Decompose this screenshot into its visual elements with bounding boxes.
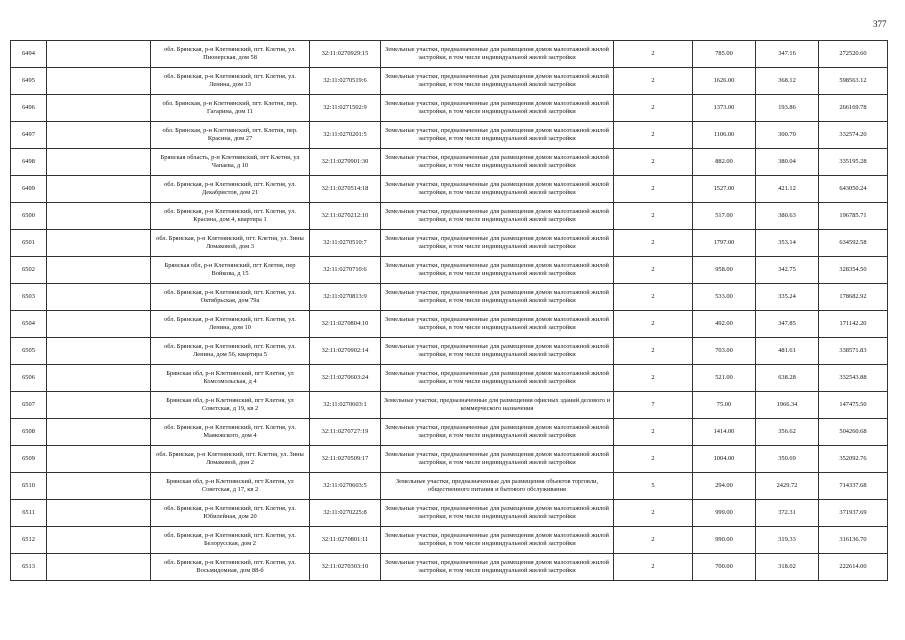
- cell-empty: [47, 41, 151, 68]
- cell-address: Брянская обл, р-н Клетнянский, пгт Клетня, пер Войкова, д 15: [151, 257, 310, 284]
- cell-cadastral-number: 32:11:0270813:9: [310, 284, 381, 311]
- cell-empty: [47, 68, 151, 95]
- cell-row-number: 6513: [11, 554, 47, 581]
- cell-empty: [47, 149, 151, 176]
- cell-empty: [47, 500, 151, 527]
- cell-area: 990.00: [693, 527, 756, 554]
- cell-cadastral-number: 32:11:0270509:17: [310, 446, 381, 473]
- cell-cadastral-value: 504260.68: [819, 419, 888, 446]
- cell-cadastral-value: 598563.12: [819, 68, 888, 95]
- cadastral-value-table: [10, 40, 888, 581]
- cell-group: 2: [614, 41, 693, 68]
- table-row: [11, 446, 888, 473]
- cell-group: 2: [614, 203, 693, 230]
- cell-land-use: Земельные участки, предназначенные для размещения домов малоэтажной жилой застройки, в том числе индивидуальной жилой застройки: [381, 176, 614, 203]
- table-row: [11, 392, 888, 419]
- cell-land-use: Земельные участки, предназначенные для размещения домов малоэтажной жилой застройки, в том числе индивидуальной жилой застройки: [381, 68, 614, 95]
- table-row: [11, 68, 888, 95]
- cell-empty: [47, 284, 151, 311]
- cell-address: обл. Брянская, р-н Клетнянский, пгт. Клетня, ул. Ленина, дом 56, квартира 5: [151, 338, 310, 365]
- cell-cadastral-value: 714337.68: [819, 473, 888, 500]
- table-row: [11, 338, 888, 365]
- cell-empty: [47, 257, 151, 284]
- cell-cadastral-value: 316136.70: [819, 527, 888, 554]
- cell-row-number: 6494: [11, 41, 47, 68]
- cell-land-use: Земельные участки, предназначенные для размещения домов малоэтажной жилой застройки, в том числе индивидуальной жилой застройки: [381, 500, 614, 527]
- cell-cadastral-number: 32:11:0270710:6: [310, 257, 381, 284]
- cell-cadastral-number: 32:11:0270727:19: [310, 419, 381, 446]
- cell-empty: [47, 176, 151, 203]
- cell-area: 703.00: [693, 338, 756, 365]
- cell-cadastral-value: 178682.92: [819, 284, 888, 311]
- cell-empty: [47, 419, 151, 446]
- cell-cadastral-value: 272520.60: [819, 41, 888, 68]
- cell-row-number: 6511: [11, 500, 47, 527]
- cell-address: обл. Брянская, р-н Клетнянский, пгт. Клетня, ул. Зины Ломаковой, дом 3: [151, 230, 310, 257]
- cell-address: Брянская обл, р-н Клетнянский, пгт Клетня, ул Советская, д 17, кв 2: [151, 473, 310, 500]
- cell-empty: [47, 338, 151, 365]
- cell-specific-value: 356.62: [756, 419, 819, 446]
- cell-row-number: 6510: [11, 473, 47, 500]
- cell-area: 999.00: [693, 500, 756, 527]
- cell-group: 2: [614, 527, 693, 554]
- cell-specific-value: 2429.72: [756, 473, 819, 500]
- cell-group: 2: [614, 311, 693, 338]
- cell-area: 533.00: [693, 284, 756, 311]
- table-body: [11, 41, 888, 581]
- cell-address: обл. Брянская, р-н Клетнянский, пгт. Клетня, ул. Декабристов, дом 21: [151, 176, 310, 203]
- cell-empty: [47, 446, 151, 473]
- cell-row-number: 6495: [11, 68, 47, 95]
- cell-address: обл. Брянская, р-н Клетнянский, пгт. Клетня, ул. Красина, дом 4, квартира 1: [151, 203, 310, 230]
- cell-land-use: Земельные участки, предназначенные для размещения домов малоэтажной жилой застройки, в том числе индивидуальной жилой застройки: [381, 419, 614, 446]
- table-row: [11, 149, 888, 176]
- cell-land-use: Земельные участки, предназначенные для размещения домов малоэтажной жилой застройки, в том числе индивидуальной жилой застройки: [381, 365, 614, 392]
- cell-area: 1527.00: [693, 176, 756, 203]
- cell-empty: [47, 230, 151, 257]
- cell-land-use: Земельные участки, предназначенные для размещения домов малоэтажной жилой застройки, в том числе индивидуальной жилой застройки: [381, 95, 614, 122]
- cell-cadastral-value: 328354.50: [819, 257, 888, 284]
- cell-land-use: Земельные участки, предназначенные для размещения домов малоэтажной жилой застройки, в том числе индивидуальной жилой застройки: [381, 311, 614, 338]
- cell-cadastral-number: 32:11:0270212:10: [310, 203, 381, 230]
- table-row: [11, 311, 888, 338]
- cell-area: 1106.00: [693, 122, 756, 149]
- cell-land-use: Земельные участки, предназначенные для размещения домов малоэтажной жилой застройки, в том числе индивидуальной жилой застройки: [381, 203, 614, 230]
- cell-area: 521.00: [693, 365, 756, 392]
- cell-row-number: 6498: [11, 149, 47, 176]
- cell-cadastral-value: 332543.88: [819, 365, 888, 392]
- cell-empty: [47, 311, 151, 338]
- cell-address: обл. Брянская, р-н Клетнянский, пгт. Клетня, ул. Ленина, дом 13: [151, 68, 310, 95]
- cell-area: 492.00: [693, 311, 756, 338]
- cell-area: 785.00: [693, 41, 756, 68]
- cell-cadastral-number: 32:11:0270901:30: [310, 149, 381, 176]
- cell-area: 294.00: [693, 473, 756, 500]
- cell-land-use: Земельные участки, предназначенные для размещения домов малоэтажной жилой застройки, в том числе индивидуальной жилой застройки: [381, 257, 614, 284]
- cell-area: 75.00: [693, 392, 756, 419]
- cell-address: Брянская обл, р-н Клетнянский, пгт Клетня, ул Комсомольская, д 4: [151, 365, 310, 392]
- cell-group: 2: [614, 230, 693, 257]
- cell-empty: [47, 473, 151, 500]
- cell-cadastral-number: 32:11:0271502:9: [310, 95, 381, 122]
- cell-cadastral-number: 32:11:0270201:5: [310, 122, 381, 149]
- cell-row-number: 6497: [11, 122, 47, 149]
- cell-area: 700.00: [693, 554, 756, 581]
- cell-land-use: Земельные участки, предназначенные для размещения домов малоэтажной жилой застройки, в том числе индивидуальной жилой застройки: [381, 554, 614, 581]
- cell-address: Брянская область, р-н Клетнянский, пгт Клетня, ул Чапаева, д 10: [151, 149, 310, 176]
- cell-cadastral-value: 222614.00: [819, 554, 888, 581]
- page-number: 377: [873, 19, 887, 29]
- table-row: [11, 95, 888, 122]
- table-row: [11, 41, 888, 68]
- cell-cadastral-value: 634592.58: [819, 230, 888, 257]
- cell-area: 1626.00: [693, 68, 756, 95]
- cell-cadastral-number: 32:11:0270603:1: [310, 392, 381, 419]
- cell-specific-value: 1966.34: [756, 392, 819, 419]
- table-row: [11, 500, 888, 527]
- cell-address: обл. Брянская, р-н Клетнянский, пгт. Клетня, ул. Зины Ломаковой, дом 2: [151, 446, 310, 473]
- cell-cadastral-value: 266169.78: [819, 95, 888, 122]
- cell-specific-value: 347.16: [756, 41, 819, 68]
- cell-address: обл. Брянская, р-н Клетнянский, пгт. Клетня, пер. Красина, дом 27: [151, 122, 310, 149]
- cell-group: 5: [614, 473, 693, 500]
- cell-land-use: Земельные участки, предназначенные для размещения домов малоэтажной жилой застройки, в том числе индивидуальной жилой застройки: [381, 41, 614, 68]
- cell-land-use: Земельные участки, предназначенные для размещения домов малоэтажной жилой застройки, в том числе индивидуальной жилой застройки: [381, 230, 614, 257]
- cell-area: 1414.00: [693, 419, 756, 446]
- cell-land-use: Земельные участки, предназначенные для размещения домов малоэтажной жилой застройки, в том числе индивидуальной жилой застройки: [381, 446, 614, 473]
- cell-empty: [47, 122, 151, 149]
- cell-row-number: 6508: [11, 419, 47, 446]
- cell-land-use: Земельные участки, предназначенные для размещения домов малоэтажной жилой застройки, в том числе индивидуальной жилой застройки: [381, 149, 614, 176]
- cell-cadastral-value: 147475.50: [819, 392, 888, 419]
- table-row: [11, 419, 888, 446]
- cell-address: обл. Брянская, р-н Клетнянский, пгт. Клетня, ул. Октябрьская, дом 79а: [151, 284, 310, 311]
- table-row: [11, 473, 888, 500]
- cell-group: 2: [614, 149, 693, 176]
- cell-group: 2: [614, 122, 693, 149]
- cell-address: обл. Брянская, р-н Клетнянский, пгт. Клетня, ул. Юбилейная, дом 20: [151, 500, 310, 527]
- cell-address: обл. Брянская, р-н Клетнянский, пгт. Клетня, ул. Ленина, дом 10: [151, 311, 310, 338]
- cell-address: обл. Брянская, р-н Клетнянский, пгт. Клетня, ул. Пионерская, дом 58: [151, 41, 310, 68]
- cell-empty: [47, 203, 151, 230]
- cell-group: 2: [614, 68, 693, 95]
- cell-cadastral-number: 32:11:0270519:6: [310, 68, 381, 95]
- cell-land-use: Земельные участки, предназначенные для размещения объектов торговли, общественного питания и бытового обслуживания: [381, 473, 614, 500]
- cell-area: 517.00: [693, 203, 756, 230]
- cell-cadastral-value: 371937.69: [819, 500, 888, 527]
- cell-cadastral-number: 32:11:0270225:8: [310, 500, 381, 527]
- cell-area: 958.00: [693, 257, 756, 284]
- cell-cadastral-number: 32:11:0270303:10: [310, 554, 381, 581]
- cell-specific-value: 380.63: [756, 203, 819, 230]
- cell-address: Брянская обл, р-н Клетнянский, пгт Клетня, ул Советская, д 19, кв 2: [151, 392, 310, 419]
- cell-empty: [47, 527, 151, 554]
- cell-address: обл. Брянская, р-н Клетнянский, пгт. Клетня, ул. Маяковского, дом 4: [151, 419, 310, 446]
- cell-empty: [47, 95, 151, 122]
- cell-specific-value: 335.24: [756, 284, 819, 311]
- cell-cadastral-number: 32:11:0270603:5: [310, 473, 381, 500]
- cell-cadastral-number: 32:11:0270929:15: [310, 41, 381, 68]
- cell-land-use: Земельные участки, предназначенные для размещения домов малоэтажной жилой застройки, в том числе индивидуальной жилой застройки: [381, 527, 614, 554]
- cell-row-number: 6506: [11, 365, 47, 392]
- cell-group: 2: [614, 365, 693, 392]
- cell-specific-value: 318.02: [756, 554, 819, 581]
- cell-land-use: Земельные участки, предназначенные для размещения домов малоэтажной жилой застройки, в том числе индивидуальной жилой застройки: [381, 284, 614, 311]
- cell-area: 1797.00: [693, 230, 756, 257]
- cell-row-number: 6505: [11, 338, 47, 365]
- cell-empty: [47, 554, 151, 581]
- cell-group: 2: [614, 257, 693, 284]
- cell-row-number: 6501: [11, 230, 47, 257]
- cell-cadastral-number: 32:11:0270902:14: [310, 338, 381, 365]
- cell-cadastral-value: 352092.76: [819, 446, 888, 473]
- table-row: [11, 284, 888, 311]
- cell-group: 2: [614, 176, 693, 203]
- table-row: [11, 230, 888, 257]
- cell-group: 2: [614, 419, 693, 446]
- cell-land-use: Земельные участки, предназначенные для размещения домов малоэтажной жилой застройки, в том числе индивидуальной жилой застройки: [381, 338, 614, 365]
- cell-specific-value: 421.12: [756, 176, 819, 203]
- cell-group: 2: [614, 338, 693, 365]
- cell-land-use: Земельные участки, предназначенные для размещения офисных зданий делового и коммерческого назначения: [381, 392, 614, 419]
- cell-group: 7: [614, 392, 693, 419]
- cell-row-number: 6502: [11, 257, 47, 284]
- cell-address: обл. Брянская, р-н Клетнянский, пгт. Клетня, пер. Гагарина, дом 11: [151, 95, 310, 122]
- cell-cadastral-value: 196785.71: [819, 203, 888, 230]
- cell-cadastral-number: 32:11:0270603:24: [310, 365, 381, 392]
- cell-address: обл. Брянская, р-н Клетнянский, пгт. Клетня, ул. Белорусская, дом 2: [151, 527, 310, 554]
- cell-cadastral-value: 643050.24: [819, 176, 888, 203]
- cell-group: 2: [614, 95, 693, 122]
- cell-row-number: 6512: [11, 527, 47, 554]
- cell-area: 882.00: [693, 149, 756, 176]
- cell-cadastral-value: 335195.28: [819, 149, 888, 176]
- cell-specific-value: 481.61: [756, 338, 819, 365]
- table-row: [11, 203, 888, 230]
- table-row: [11, 176, 888, 203]
- cell-row-number: 6504: [11, 311, 47, 338]
- cell-cadastral-value: 332574.20: [819, 122, 888, 149]
- cell-group: 2: [614, 284, 693, 311]
- cell-specific-value: 372.31: [756, 500, 819, 527]
- cell-cadastral-number: 32:11:0270804:10: [310, 311, 381, 338]
- cell-cadastral-number: 32:11:0270801:11: [310, 527, 381, 554]
- cell-specific-value: 638.28: [756, 365, 819, 392]
- cell-land-use: Земельные участки, предназначенные для размещения домов малоэтажной жилой застройки, в том числе индивидуальной жилой застройки: [381, 122, 614, 149]
- cell-row-number: 6496: [11, 95, 47, 122]
- table-row: [11, 122, 888, 149]
- cell-specific-value: 353.14: [756, 230, 819, 257]
- cell-specific-value: 368.12: [756, 68, 819, 95]
- table-row: [11, 554, 888, 581]
- table-row: [11, 257, 888, 284]
- cell-group: 2: [614, 554, 693, 581]
- cell-cadastral-number: 32:11:0270514:18: [310, 176, 381, 203]
- cell-specific-value: 319.33: [756, 527, 819, 554]
- cell-cadastral-value: 338571.83: [819, 338, 888, 365]
- cell-row-number: 6499: [11, 176, 47, 203]
- cell-empty: [47, 365, 151, 392]
- cell-specific-value: 300.70: [756, 122, 819, 149]
- cell-row-number: 6500: [11, 203, 47, 230]
- cell-group: 2: [614, 446, 693, 473]
- cell-cadastral-number: 32:11:0270510:7: [310, 230, 381, 257]
- table-row: [11, 527, 888, 554]
- cell-empty: [47, 392, 151, 419]
- cell-row-number: 6503: [11, 284, 47, 311]
- cell-area: 1004.00: [693, 446, 756, 473]
- cell-specific-value: 342.75: [756, 257, 819, 284]
- cell-area: 1373.00: [693, 95, 756, 122]
- cell-cadastral-value: 171142.20: [819, 311, 888, 338]
- cell-specific-value: 347.85: [756, 311, 819, 338]
- cell-specific-value: 193.86: [756, 95, 819, 122]
- cell-address: обл. Брянская, р-н Клетнянский, пгт. Клетня, ул. Восьмидомная, дом 88-б: [151, 554, 310, 581]
- cell-row-number: 6509: [11, 446, 47, 473]
- cell-group: 2: [614, 500, 693, 527]
- cell-specific-value: 380.04: [756, 149, 819, 176]
- cell-specific-value: 350.69: [756, 446, 819, 473]
- table-row: [11, 365, 888, 392]
- cell-row-number: 6507: [11, 392, 47, 419]
